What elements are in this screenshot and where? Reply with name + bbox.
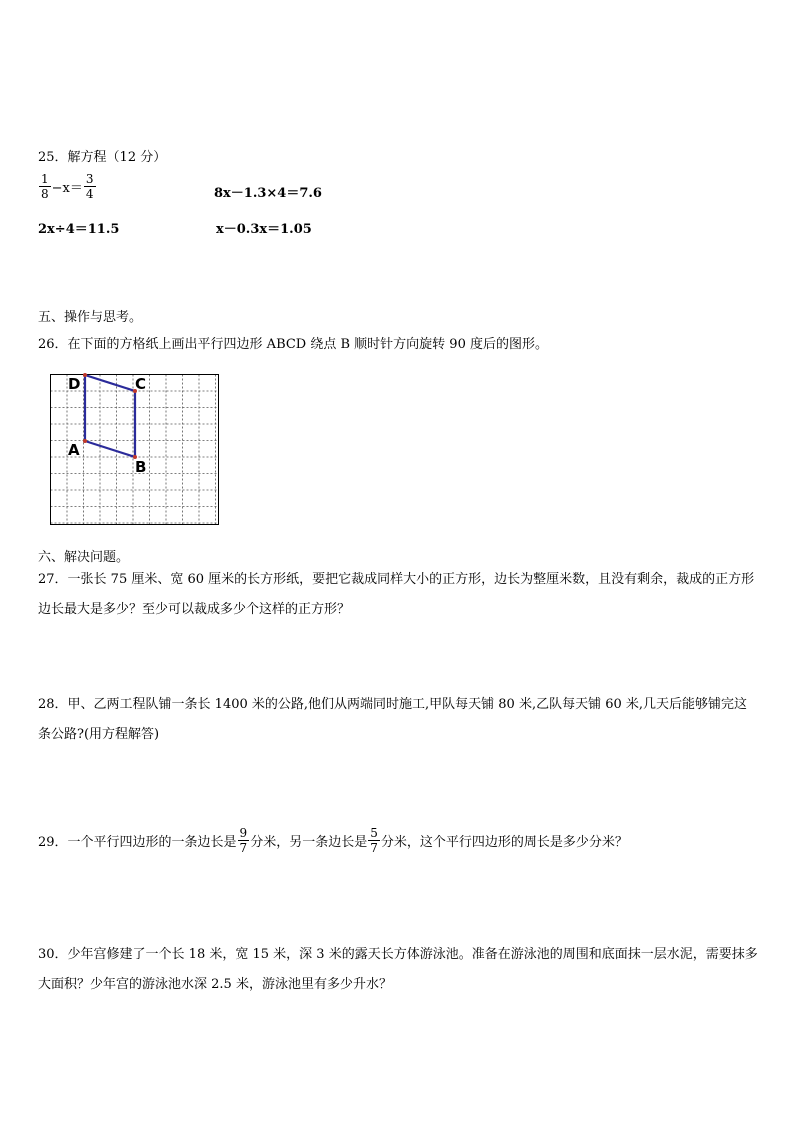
label-a: A [68,441,80,459]
q27-text: 27．一张长 75 厘米、宽 60 厘米的长方形纸，要把它裁成同样大小的正方形，边长为整厘米数，且没有剩余，裁成的正方形边长最大是多少？至少可以裁成多少个这样的正方形？ [38,572,755,617]
denominator: 7 [239,841,248,855]
label-c: C [135,375,147,393]
q25-title: 25．解方程（12 分） [38,150,167,165]
equation-mid: −x＝ [51,181,83,196]
numerator: 5 [370,826,378,840]
fraction [238,826,250,855]
q29-suffix: 分米，这个平行四边形的周长是多少分米？ [380,835,628,850]
q28-text: 28．甲、乙两工程队铺一条长 1400 米的公路,他们从两端同时施工,甲队每天铺 80 米,乙队每天铺 60 米,几天后能够铺完这条公路?(用方程解答) [38,697,748,742]
q25-equation-1 [38,172,97,201]
section-6-heading: 六、解决问题。 [38,550,130,565]
fraction [39,172,51,201]
numerator: 3 [85,172,94,186]
label-d: D [68,375,81,393]
q25-equation-3: 2x÷4＝11.5 [38,222,120,237]
grid-figure [50,371,220,526]
numerator: 1 [41,172,49,186]
denominator: 7 [370,841,378,855]
q29-text [38,826,628,855]
q26-text: 26．在下面的方格纸上画出平行四边形 ABCD 绕点 B 顺时针方向旋转 90 度后的图形。 [38,337,548,352]
fraction [368,826,380,855]
q25-equation-2: 8x－1.3×4＝7.6 [214,186,322,201]
q29-mid: 分米，另一条边长是 [250,835,368,850]
point-a [83,439,87,443]
q25-equation-4: x－0.3x＝1.05 [216,222,312,237]
section-5-heading: 五、操作与思考。 [38,310,143,325]
fraction [84,172,96,201]
parallelogram-abcd [85,375,135,457]
label-b: B [135,458,147,476]
q30-text: 30．少年宫修建了一个长 18 米，宽 15 米，深 3 米的露天长方体游泳池。准备在游泳池的周围和底面抹一层水泥，需要抹多大面积？少年宫的游泳池水深 2.5 米，游泳池里有多少升水？ [38,947,758,992]
q29-prefix: 29．一个平行四边形的一条边长是 [38,835,237,850]
denominator: 8 [41,187,49,201]
point-d [83,373,87,377]
numerator: 9 [239,826,248,840]
denominator: 4 [85,187,94,201]
